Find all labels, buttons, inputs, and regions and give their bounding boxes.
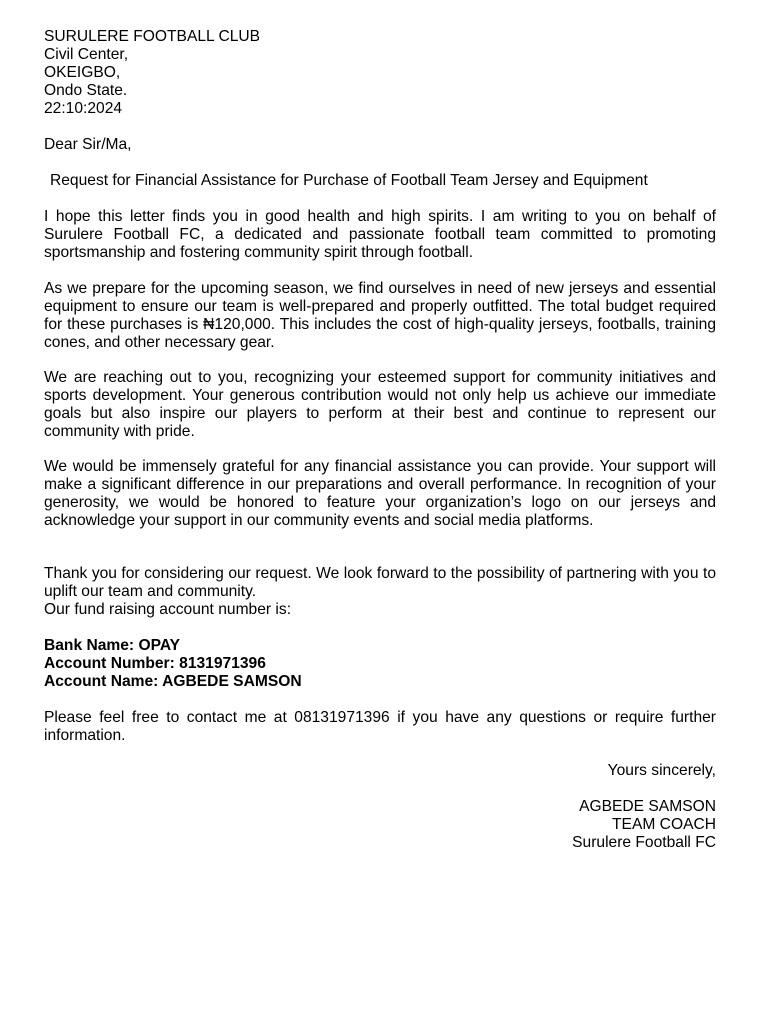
- sender-address-block: [44, 28, 716, 118]
- closing-salutation: Yours sincerely,: [607, 762, 716, 779]
- paragraph-appeal: We are reaching out to you, recognizing your esteemed support for community initiatives and sports development. Your generous contribution would not only help us achieve our immediate goals but also inspire our players to perform at their best and continue to represent our community with pride.: [44, 369, 716, 440]
- paragraph-budget: As we prepare for the upcoming season, we find ourselves in need of new jerseys and essential equipment to ensure our team is well-prepared and properly outfitted. The total budget required for these purchases is ₦120,000. This includes the cost of high-quality jerseys, footballs, training cones, and other necessary gear.: [44, 280, 716, 351]
- address-line-2: OKEIGBO,: [44, 64, 121, 81]
- address-line-3: Ondo State.: [44, 82, 128, 99]
- signer-name: AGBEDE SAMSON: [579, 798, 716, 815]
- account-number: Account Number: 8131971396: [44, 655, 266, 672]
- signer-organization: Surulere Football FC: [572, 834, 716, 851]
- thank-you-text: Thank you for considering our request. We look forward to the possibility of partnering with you to uplift our team and community.: [44, 565, 716, 600]
- paragraph-intro: I hope this letter finds you in good health and high spirits. I am writing to you on behalf of Surulere Football FC, a dedicated and passionate football team committed to promoting sportsmanship and fostering community spirit through football.: [44, 208, 716, 261]
- account-name: Account Name: AGBEDE SAMSON: [44, 673, 302, 690]
- contact-paragraph: Please feel free to contact me at 08131971396 if you have any questions or require further information.: [44, 709, 716, 744]
- closing-paragraph: [44, 565, 716, 619]
- club-name: SURULERE FOOTBALL CLUB: [44, 28, 261, 45]
- salutation: Dear Sir/Ma,: [44, 136, 132, 153]
- signature-block: [44, 798, 716, 852]
- letter-date: 22:10:2024: [44, 100, 123, 117]
- address-line-1: Civil Center,: [44, 46, 129, 63]
- account-intro: Our fund raising account number is:: [44, 601, 292, 618]
- letter-subject: Request for Financial Assistance for Purchase of Football Team Jersey and Equipment: [50, 172, 648, 189]
- bank-details: [44, 637, 716, 691]
- signer-title: TEAM COACH: [612, 816, 716, 833]
- bank-name: Bank Name: OPAY: [44, 637, 181, 654]
- paragraph-recognition: We would be immensely grateful for any financial assistance you can provide. Your support will make a significant difference in our preparations and overall performance. In recognition of your generosity, we would be honored to feature your organization’s logo on our jerseys and acknowledge your support in our community events and social media platforms.: [44, 458, 716, 529]
